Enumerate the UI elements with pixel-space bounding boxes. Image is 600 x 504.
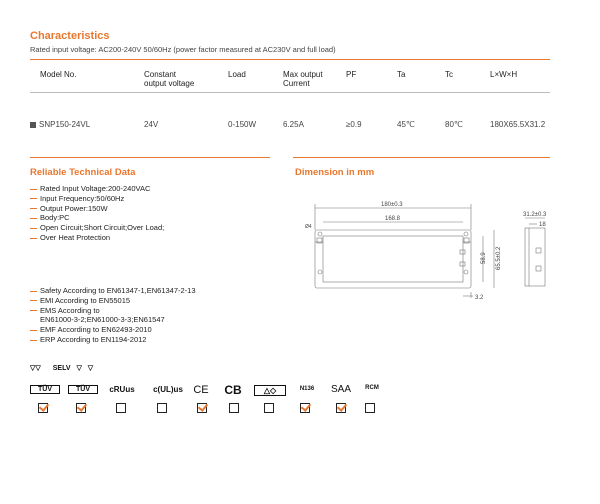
cert-top-mark-2: SELV [52,365,71,372]
dash-icon [30,238,37,239]
cert-top-mark-1: ▽▽ [30,365,41,372]
cert-checkbox-cb[interactable] [229,403,239,413]
list-item-text: Open Circuit;Short Circuit;Over Load; [40,223,165,233]
dash-icon [30,218,37,219]
dimension-rule [293,157,550,158]
dash-icon [30,300,37,301]
list-item [30,233,164,243]
cert-ce-logo: CE [193,384,209,396]
header-current [283,70,323,88]
list-item [30,306,196,316]
cert-tuv-logo-1: TÜV [30,385,60,394]
header-pf: PF [346,70,357,79]
header-voltage-line2: output voltage [144,79,195,88]
standards-list [30,286,196,345]
dash-icon [30,189,37,190]
list-item [30,223,164,233]
cert-top-mark-4: ▽ [87,365,94,372]
characteristics-subtitle: Rated input voltage: AC200-240V 50/60Hz (power factor measured at AC230V and full load) [30,45,336,54]
cert-cb-logo: CB [224,383,242,397]
list-item-text: ERP According to EN1194-2012 [40,334,147,344]
header-voltage-line1: Constant [144,70,177,79]
cert-top-row [30,364,93,372]
cell-ta: 45℃ [397,120,415,129]
cell-dims: 180X65.5X31.2 [490,120,546,129]
dim-width: 65.5±0.2 [496,246,502,270]
dash-icon [30,291,37,292]
cert-checkbox-n136[interactable] [300,403,310,413]
cert-checkbox-ce[interactable] [197,403,207,413]
dim-height: 31.2±0.3 [523,212,547,218]
list-item [30,184,164,194]
header-voltage [144,70,194,88]
header-dims: L×W×H [490,70,518,79]
list-item [30,204,164,214]
cell-model: SNP150-24VL [39,120,91,129]
cert-enec-logo: △◇ [254,385,286,396]
cert-ul-logo: c(UL)us [153,385,183,394]
cert-saa-logo: SAA [330,384,351,395]
dash-icon [30,340,37,341]
cert-rcm-logo: RCM [365,385,379,391]
dim-side-offset: 18 [539,222,546,228]
cert-checkbox-ul[interactable] [157,403,167,413]
list-item-text: EN61000-3-2;EN61000-3-3;EN61547 [40,315,165,325]
list-item-text: Body:PC [40,213,70,223]
cell-tc: 80℃ [445,120,463,129]
cell-load: 0-150W [228,120,257,129]
technical-rule [30,157,270,158]
dash-icon [30,310,37,311]
list-item-text: Output Power:150W [40,203,108,213]
cert-top-mark-3: ▽ [76,365,82,372]
list-item [30,296,196,306]
technical-title: Reliable Technical Data [30,167,136,178]
header-ta: Ta [397,70,406,79]
list-item-text: Rated Input Voltage:200-240VAC [40,184,151,193]
list-item-text: EMI According to EN55015 [40,295,131,305]
dim-mount-length: 168.8 [385,216,401,222]
cell-voltage: 24V [144,120,159,129]
header-current-line1: Max output [283,70,323,79]
dash-icon [30,208,37,209]
cert-tuv-logo-2: TÜV [68,385,98,394]
list-item [30,325,196,335]
header-top-rule [30,59,550,60]
list-item-text: Input Frequency:50/60Hz [40,193,125,203]
dim-total-length: 180±0.3 [381,202,403,208]
cert-checkbox-tuv-2[interactable] [76,403,86,413]
cell-current: 6.25A [283,120,304,129]
dim-bottom-offset: 3.2 [475,295,484,301]
list-item [30,335,196,345]
cert-checkbox-tuv-1[interactable] [38,403,48,413]
list-item-text: EMS According to [40,305,100,315]
list-item [30,194,164,204]
header-load: Load [228,70,246,79]
cert-checkbox-enec[interactable] [264,403,274,413]
list-item-text: EMF According to EN62493-2010 [40,325,152,335]
dimension-drawing [295,190,565,305]
cert-checkbox-rcm[interactable] [365,403,375,413]
dash-icon [30,330,37,331]
list-item [30,213,164,223]
dash-icon [30,198,37,199]
cert-rus-logo: cRUus [109,385,135,394]
header-bottom-rule [30,92,550,93]
header-tc: Tc [445,70,453,79]
dim-hole: Ø4 [305,224,312,230]
dimension-title: Dimension in mm [295,167,375,178]
cert-checkbox-rus[interactable] [116,403,126,413]
row-bullet-icon [30,122,36,128]
header-model: Model No. [40,70,77,79]
list-item-text: Over Heat Protection [40,232,111,242]
dash-icon [30,228,37,229]
table-row [30,120,90,129]
technical-list [30,184,164,243]
cert-checkbox-saa[interactable] [336,403,346,413]
list-item [30,286,196,296]
dim-inner-width: 58.9 [481,252,487,264]
header-current-line2: Current [283,79,310,88]
cert-n136-logo: N136 [299,386,315,392]
characteristics-title: Characteristics [30,30,110,42]
cell-pf: ≥0.9 [346,120,362,129]
list-item-text: Safety According to EN61347-1,EN61347-2-13 [40,286,196,295]
list-item [30,315,196,325]
